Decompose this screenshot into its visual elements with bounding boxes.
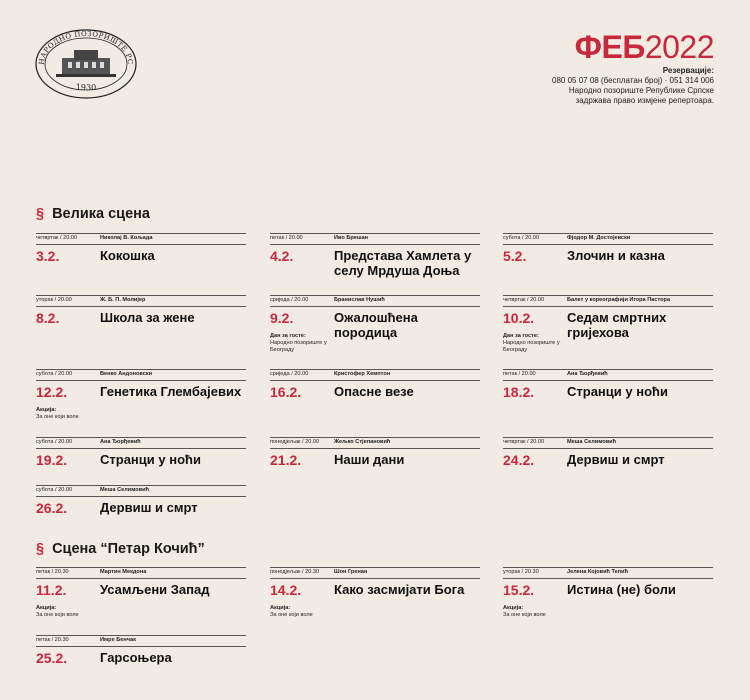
event-note [270,333,332,353]
event-date: 18.2. [503,384,535,400]
event-date: 21.2. [270,452,302,468]
divider-line [36,380,246,381]
divider-line [36,578,246,579]
event-weekday-time: четвртак / 20.00 [36,235,78,241]
event-title: Злочин и казна [567,248,665,263]
event-author: Мартин Мекдона [100,569,147,575]
section-symbol: § [36,206,45,222]
divider-line [503,380,713,381]
event-date: 10.2. [503,310,535,326]
event-author: Ж. Б. П. Молијер [100,297,146,303]
divider-line [503,306,713,307]
divider-line [36,448,246,449]
divider-line [503,244,713,245]
reservation-label: Резервације: [662,66,714,75]
disclaimer-line-2: задржава право измјене репертоара. [575,96,714,105]
event-author: Николај В. Кољада [100,235,153,241]
event-title: Наши дани [334,452,405,467]
divider-line [270,306,480,307]
theatre-logo [34,28,138,100]
event-weekday-time: петак / 20.00 [503,371,536,377]
event-note-text: За оне који воле [36,611,79,618]
event-author: Меша Селимовић [100,487,150,493]
event-date: 26.2. [36,500,68,516]
event-date: 25.2. [36,650,68,666]
event-weekday-time: субота / 20.00 [36,439,73,445]
event-title: Опасне везе [334,384,414,399]
event-title: Генетика Глембајевих [100,384,242,399]
event-title: Дервиш и смрт [100,500,198,515]
reservation-phones: 080 05 07 08 (бесплатан број) · 051 314 006 [552,76,714,85]
event-weekday-time: понедјељак / 20.30 [270,569,320,575]
event-note [270,605,332,619]
event-date: 12.2. [36,384,68,400]
year-label: 2022 [644,29,714,65]
event-author: Бранислав Нушић [334,297,385,303]
event-weekday-time: сриједа / 20.00 [270,371,309,377]
event-entry [270,567,480,623]
disclaimer-line-1: Народно позориште Републике Српске [568,86,714,95]
event-title: Странци у ноћи [567,384,668,399]
event-author: Ана Ђорђевић [567,371,608,377]
event-note-text: Народно позориште у Београду [503,339,560,353]
section-title: Сцена “Петар Кочић” [52,541,205,557]
event-weekday-time: четвртак / 20.00 [503,439,545,445]
event-title: Представа Хамлета у селу Мрдуша Доња [334,248,472,278]
event-entry [270,437,480,493]
divider-line [36,496,246,497]
event-entry [36,233,246,289]
divider-line [36,646,246,647]
event-entry [503,437,713,493]
event-title: Гарсоњера [100,650,172,665]
event-note-label: Акција: [36,407,57,413]
event-date: 5.2. [503,248,527,264]
event-title: Кокошка [100,248,155,263]
event-title: Усамљени Запад [100,582,210,597]
event-note [503,605,565,619]
event-entry [36,485,246,541]
event-entry [503,567,713,623]
event-author: Кристофер Хемптон [334,371,391,377]
event-note-text: За оне који воле [503,611,546,618]
divider-line [36,244,246,245]
event-title: Ожалошћена породица [334,310,418,340]
section-symbol: § [36,541,45,557]
event-note-label: Акција: [270,605,291,611]
event-note-label: Дан за госте: [503,333,539,339]
event-note-label: Дан за госте: [270,333,306,339]
divider-line [270,380,480,381]
event-note-label: Акција: [36,605,57,611]
event-date: 4.2. [270,248,294,264]
event-date: 19.2. [36,452,68,468]
event-title: Дервиш и смрт [567,452,665,467]
event-note-text: За оне који воле [270,611,313,618]
event-entry [36,369,246,425]
event-author: Иво Брешан [334,235,369,241]
event-entry [270,295,480,351]
event-weekday-time: субота / 20.00 [503,235,540,241]
event-entry [503,233,713,289]
event-date: 15.2. [503,582,535,598]
event-entry [36,295,246,351]
event-date: 24.2. [503,452,535,468]
event-note-label: Акција: [503,605,524,611]
month-label: ФЕБ [574,29,645,65]
event-date: 14.2. [270,582,302,598]
month-year-title [575,30,714,64]
event-author: Венко Андоновски [100,371,153,377]
event-entry [270,369,480,425]
section-heading-kocic-stage [36,541,205,557]
event-weekday-time: уторак / 20.00 [36,297,72,303]
event-weekday-time: сриједа / 20.00 [270,297,309,303]
event-author: Јелена Којовић Тепић [567,569,628,575]
event-author: Шон Гренан [334,569,368,575]
event-weekday-time: субота / 20.00 [36,487,73,493]
event-note [36,407,98,421]
event-weekday-time: уторак / 20.30 [503,569,539,575]
reservation-info [552,66,714,106]
divider-line [36,306,246,307]
event-entry [503,295,713,351]
event-title: Истина (не) боли [567,582,676,597]
divider-line [270,448,480,449]
svg-text:НАРОДНО ПОЗОРИШТЕ РС: НАРОДНО ПОЗОРИШТЕ РС [37,29,135,66]
divider-line [270,578,480,579]
event-date: 16.2. [270,384,302,400]
event-weekday-time: петак / 20.30 [36,569,69,575]
event-date: 3.2. [36,248,60,264]
event-author: Имре Бенчак [100,637,136,643]
divider-line [503,448,713,449]
event-author: Жељко Стјепановић [334,439,391,445]
event-weekday-time: петак / 20.30 [36,637,69,643]
event-note [36,605,98,619]
event-author: Балет у кореографији Игора Пастора [567,297,671,303]
event-entry [503,369,713,425]
event-note [503,333,565,353]
section-title: Велика сцена [52,206,150,222]
event-weekday-time: четвртак / 20.00 [503,297,545,303]
event-note-text: Народно позориште у Београду [270,339,327,353]
event-weekday-time: понедјељак / 20.00 [270,439,320,445]
event-entry [36,635,246,691]
event-title: Странци у ноћи [100,452,201,467]
event-weekday-time: петак / 20.00 [270,235,303,241]
divider-line [270,244,480,245]
event-entry [270,233,480,289]
svg-text:1930: 1930 [75,83,97,92]
event-note-text: За оне који воле [36,413,79,420]
event-date: 11.2. [36,582,67,598]
event-title: Школа за жене [100,310,195,325]
event-weekday-time: субота / 20.00 [36,371,73,377]
divider-line [503,578,713,579]
event-date: 8.2. [36,310,60,326]
event-author: Фјодор М. Достојевски [567,235,631,241]
event-author: Ана Ђорђевић [100,439,141,445]
section-heading-main-stage [36,206,150,222]
event-title: Седам смртних гријехова [567,310,667,340]
event-title: Како засмијати Бога [334,582,465,597]
event-date: 9.2. [270,310,294,326]
event-author: Меша Селимовић [567,439,617,445]
event-entry [36,567,246,623]
